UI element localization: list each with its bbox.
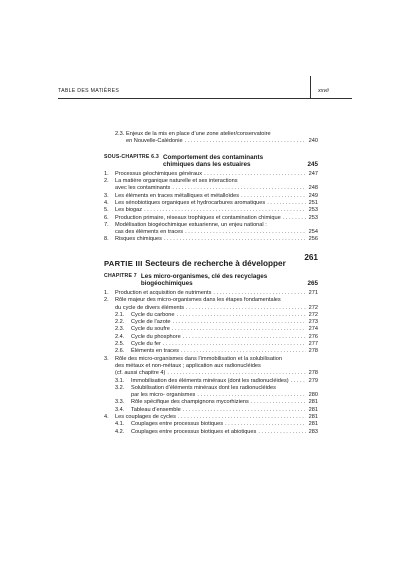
toc-entry[interactable]: [104, 200, 318, 207]
toc-entry-body: [131, 399, 318, 406]
chapter-label: CHAPITRE 7: [104, 272, 137, 279]
toc-entry-body: [131, 378, 318, 385]
toc-entry-page: 281: [308, 421, 318, 428]
toc-entry-body: [115, 207, 318, 214]
dot-leader: [144, 207, 306, 214]
dot-leader: [258, 429, 306, 436]
toc-entry-line: [115, 297, 318, 304]
running-header: [58, 76, 352, 99]
toc-entry-number: 2.: [104, 178, 109, 185]
toc-entry[interactable]: [104, 348, 318, 355]
toc-entry-number: 2.3.: [115, 131, 125, 137]
toc-entry-line: [131, 385, 318, 392]
toc-entry[interactable]: [104, 131, 318, 146]
toc-entry-body: [115, 215, 318, 222]
toc-entry-line: [115, 290, 318, 297]
toc-entry-number: 4.1.: [115, 421, 125, 428]
toc-entry[interactable]: [104, 193, 318, 200]
toc-entry-page: 278: [308, 348, 318, 355]
toc-entry-page: 272: [308, 304, 318, 311]
toc-entry-page: 253: [308, 214, 318, 221]
dot-leader: [163, 341, 306, 348]
toc-entry-body: [115, 356, 318, 378]
toc-entry-text: par les micro- organismes: [131, 392, 196, 399]
toc-entry-page: 274: [308, 326, 318, 333]
toc-entry-number: 3.1.: [115, 377, 125, 384]
toc-entry-text: Rôle des micro-organismes dans l’immobilisation et la solubilisation: [115, 355, 282, 362]
dot-leader: [225, 421, 306, 428]
chapter-title: [141, 273, 267, 288]
toc-entry-page: 278: [308, 370, 318, 377]
toc-entry-line: [115, 171, 318, 178]
toc-entry-body: [115, 171, 318, 178]
chapter-title-line: Les micro-organismes, clé des recyclages: [140, 272, 268, 280]
toc-entry-number: 3.: [104, 355, 109, 362]
chapter-label: SOUS-CHAPITRE 6.3: [104, 153, 159, 160]
toc-entry-body: [131, 429, 318, 436]
toc-entry[interactable]: [104, 421, 318, 428]
toc-entry-text: Rôle spécifique des champignons mycorhiziens: [131, 399, 249, 406]
toc-entry-line: [131, 378, 318, 385]
toc-entry-line: [131, 399, 318, 406]
toc-entry[interactable]: [104, 312, 318, 319]
toc-entry-number: 3.4.: [115, 406, 125, 413]
toc-entry[interactable]: [104, 222, 318, 237]
toc-entry[interactable]: [104, 414, 318, 421]
toc-entry-number: 2.2.: [115, 319, 125, 326]
toc-entry-line: [115, 236, 318, 243]
toc-entry-page: 254: [308, 229, 318, 236]
chapter-heading-row: [104, 273, 318, 288]
toc-entry-page: 273: [308, 319, 318, 326]
toc-entry-number: 7.: [104, 221, 109, 228]
toc-entry-number: 2.6.: [115, 348, 125, 355]
toc-entry-text: La matière organique naturelle et ses interactions: [115, 178, 238, 185]
toc-entry-text: Cycle du phosphore: [131, 333, 181, 340]
header-title: TABLE DES MATIÈRES: [58, 88, 120, 94]
chapter-title-line: Comportement des contaminants: [163, 153, 264, 161]
toc-entry[interactable]: [104, 326, 318, 333]
toc-entry-page: 240: [308, 138, 318, 145]
dot-leader: [178, 414, 306, 421]
toc-entry-page: 253: [308, 207, 318, 214]
toc-entry-line: [115, 363, 318, 370]
toc-entry-page: 281: [308, 413, 318, 420]
header-vertical-rule: [310, 76, 311, 98]
toc-entry-body: [131, 421, 318, 428]
toc-entry-page: 276: [308, 333, 318, 340]
toc-entry-text: avec les contaminants: [115, 185, 171, 192]
toc-entry-page: 279: [308, 377, 318, 384]
toc-entry-body: [131, 312, 318, 319]
dot-leader: [172, 185, 306, 192]
toc-entry-number: 2.5.: [115, 341, 125, 348]
chapter-heading-row: [104, 154, 318, 169]
dot-leader: [283, 215, 306, 222]
toc-entry-page: 271: [308, 289, 318, 296]
toc-entry-body: [126, 131, 318, 146]
toc-entry-body: [115, 222, 318, 237]
chapter-heading[interactable]: [104, 273, 318, 288]
toc-entry-number: 5.: [104, 207, 109, 214]
toc-entry-line: [115, 215, 318, 222]
toc-entry-text: Les biogaz: [115, 207, 143, 214]
toc-entry-page: 272: [308, 311, 318, 318]
toc-entry-number: 3.3.: [115, 399, 125, 406]
dot-leader: [167, 370, 306, 377]
toc-entry-number: 2.4.: [115, 333, 125, 340]
toc-entry[interactable]: [104, 171, 318, 178]
toc-entry-page: 283: [308, 428, 318, 435]
toc-entry-body: [115, 193, 318, 200]
dot-leader: [183, 334, 306, 341]
toc-entry-body: [131, 407, 318, 414]
toc-entry[interactable]: [104, 334, 318, 341]
toc-entry-text: Risques chimiques: [115, 236, 162, 243]
toc-entry-line: [126, 131, 318, 138]
toc-entry-text: en Nouvelle-Calédonie: [126, 138, 183, 145]
part-heading[interactable]: [104, 253, 318, 271]
toc-entry-line: [115, 229, 318, 236]
toc-entry-line: [115, 370, 318, 377]
chapter-page: 245: [307, 161, 318, 169]
toc-entry-line: [115, 185, 318, 192]
toc-entry-body: [115, 200, 318, 207]
toc-entry[interactable]: [104, 399, 318, 406]
toc-entry-page: 248: [308, 185, 318, 192]
toc-entry-line: [131, 348, 318, 355]
toc-entry-page: 251: [308, 199, 318, 206]
toc-entry-number: 2.: [104, 297, 109, 304]
part-page: 261: [304, 252, 318, 262]
toc-entry-text: Production et acquisition de nutriments: [115, 289, 212, 296]
toc-entry[interactable]: [104, 407, 318, 414]
toc-entry-page: 256: [308, 236, 318, 243]
toc-entry-line: [131, 319, 318, 326]
toc-entry-body: [131, 334, 318, 341]
toc-entry-line: [115, 200, 318, 207]
dot-leader: [213, 290, 306, 297]
dot-leader: [164, 236, 306, 243]
toc-entry-text: Les éléments en traces métalliques et métalloïdes: [115, 192, 240, 199]
toc-entry-body: [131, 348, 318, 355]
dot-leader: [173, 319, 307, 326]
dot-leader: [291, 378, 306, 385]
toc-entry-text: Modélisation biogéochimique estuarienne, un enjeu national :: [115, 221, 267, 228]
toc-entry-line: [115, 178, 318, 185]
toc-entry[interactable]: [104, 356, 318, 378]
toc-entry-text: des métaux et non-métaux ; application aux radionucléides: [115, 362, 261, 369]
toc-entry-line: [131, 312, 318, 319]
dot-leader: [251, 399, 306, 406]
table-of-contents: [104, 131, 318, 436]
toc-entry[interactable]: [104, 378, 318, 385]
toc-entry-text: Les couplages de cycles: [115, 413, 176, 420]
toc-entry-page: 281: [308, 406, 318, 413]
toc-entry[interactable]: [104, 290, 318, 297]
dot-leader: [197, 392, 306, 399]
toc-entry-text: Processus géochimiques généraux: [115, 170, 203, 177]
dot-leader: [177, 312, 306, 319]
toc-entry-text: Cycle du carbone: [131, 311, 175, 318]
toc-entry-text: Rôle majeur des micro-organismes dans les étapes fondamentales: [115, 297, 281, 304]
dot-leader: [267, 200, 306, 207]
toc-entry-number: 4.: [104, 413, 109, 420]
toc-entry-number: 3.: [104, 192, 109, 199]
toc-entry-body: [115, 178, 318, 193]
toc-entry-text: Immobilisation des éléments minéraux (dont les radionucléides): [131, 377, 289, 384]
toc-entry-text: du cycle de divers éléments: [115, 304, 185, 311]
toc-entry-line: [115, 222, 318, 229]
toc-entry-line: [115, 207, 318, 214]
toc-entry-number: 8.: [104, 236, 109, 243]
toc-entry-number: 2.1.: [115, 311, 125, 318]
toc-entry-line: [126, 138, 318, 145]
toc-entry-body: [115, 290, 318, 297]
dot-leader: [181, 348, 306, 355]
dot-leader: [185, 138, 306, 145]
toc-entry-line: [115, 305, 318, 312]
toc-entry-text: Éléments en traces: [131, 348, 179, 355]
toc-entry-text: Enjeux de la mis en place d’une zone atelier/conservatoire: [126, 131, 271, 137]
toc-entry-line: [131, 334, 318, 341]
dot-leader: [183, 407, 306, 414]
toc-entry-line: [131, 407, 318, 414]
toc-entry-body: [131, 326, 318, 333]
toc-entry-number: 2.3.: [115, 326, 125, 333]
toc-entry-number: 4.: [104, 199, 109, 206]
toc-entry-text: Couplages entre processus biotiques et abiotiques: [131, 428, 257, 435]
toc-entry-text: Tableau d’ensemble: [131, 406, 181, 413]
toc-entry-text: Couplages entre processus biotiques: [131, 421, 224, 428]
chapter-title-line: chimiques dans les estuaires: [163, 161, 251, 169]
dot-leader: [185, 229, 306, 236]
toc-entry-line: [115, 193, 318, 200]
toc-entry-page: 280: [308, 392, 318, 399]
toc-entry-line: [115, 414, 318, 421]
toc-entry-page: 247: [308, 170, 318, 177]
toc-entry[interactable]: [104, 319, 318, 326]
toc-entry[interactable]: [104, 297, 318, 312]
toc-entry-text: cas des éléments en traces: [115, 229, 184, 236]
toc-entry-line: [131, 421, 318, 428]
toc-entry[interactable]: [104, 236, 318, 243]
part-label: PARTIE III: [104, 258, 146, 268]
toc-entry[interactable]: [104, 207, 318, 214]
dot-leader: [241, 193, 306, 200]
toc-entry-number: 3.2.: [115, 384, 125, 391]
toc-entry[interactable]: [104, 215, 318, 222]
toc-entry-line: [131, 326, 318, 333]
toc-entry-text: Cycle du soufre: [131, 326, 170, 333]
toc-entry-body: [115, 414, 318, 421]
part-title: Secteurs de recherche à développer: [145, 258, 286, 268]
dot-leader: [172, 326, 306, 333]
toc-entry-text: Cycle du fer: [131, 341, 161, 348]
chapter-heading[interactable]: [104, 154, 318, 169]
toc-entry-page: 277: [308, 341, 318, 348]
dot-leader: [204, 171, 306, 178]
toc-entry-number: 1.: [104, 289, 109, 296]
toc-entry-number: 4.2.: [115, 428, 125, 435]
toc-entry-body: [115, 236, 318, 243]
toc-entry-text: Solubilisation d’éléments minéraux dont les radionucléides: [131, 384, 276, 391]
toc-entry-line: [115, 356, 318, 363]
toc-entry-body: [131, 385, 318, 400]
toc-entry-line: [131, 429, 318, 436]
toc-entry-body: [115, 297, 318, 312]
toc-entry-text: Production primaire, réseaux trophiques et contamination chimique: [115, 214, 281, 221]
toc-entry-text: Les xénobiotiques organiques et hydrocarbures aromatiques: [115, 199, 266, 206]
toc-entry[interactable]: [104, 385, 318, 400]
dot-leader: [186, 305, 306, 312]
toc-entry-number: 6.: [104, 214, 109, 221]
chapter-title-line: biogéochimiques: [140, 280, 193, 288]
header-page-number: xxvii: [318, 88, 329, 94]
toc-entry-page: 281: [308, 399, 318, 406]
chapter-title: [163, 154, 263, 169]
toc-entry-text: Cycle de l’azote: [131, 319, 171, 326]
toc-entry[interactable]: [104, 429, 318, 436]
toc-entry-page: 249: [308, 192, 318, 199]
toc-entry-number: 1.: [104, 170, 109, 177]
toc-entry-text: (cf. aussi chapitre 4): [115, 370, 166, 377]
chapter-page: 265: [307, 280, 318, 288]
toc-entry-body: [131, 319, 318, 326]
toc-entry-line: [131, 392, 318, 399]
toc-entry[interactable]: [104, 178, 318, 193]
